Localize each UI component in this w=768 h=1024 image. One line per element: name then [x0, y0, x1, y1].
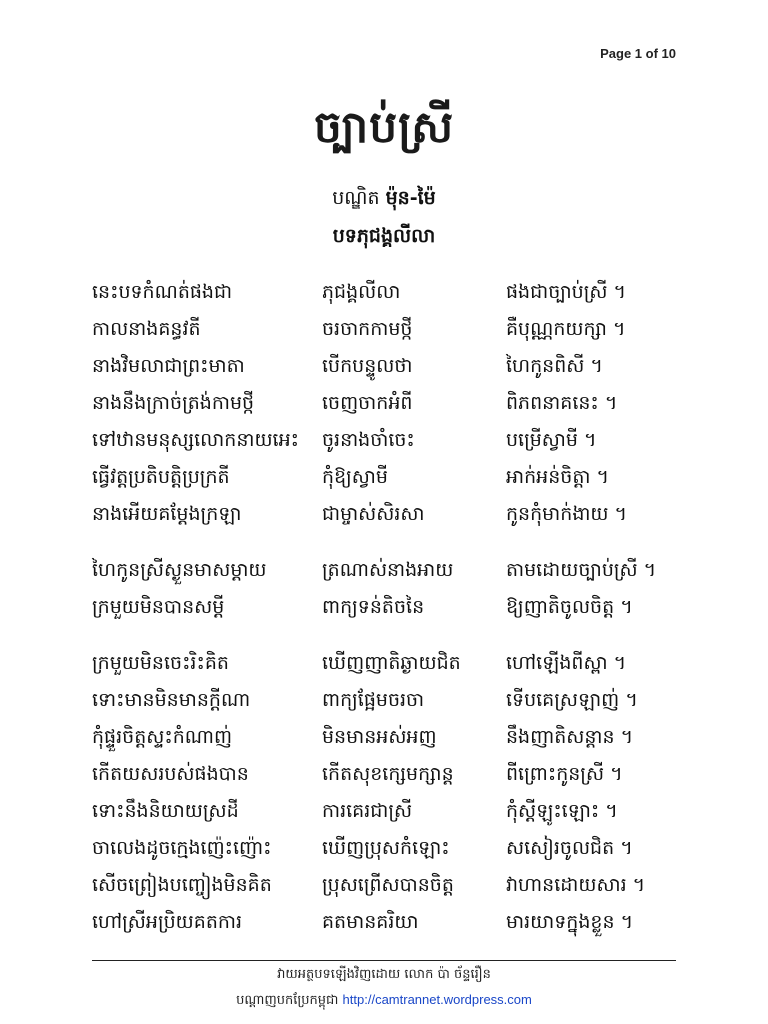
poem-stanza-1	[0, 274, 768, 533]
verse-line	[0, 311, 768, 348]
verse-part-1: ហៅស្រីអប្រិយគតការ	[92, 911, 243, 933]
verse-part-1: នាងនឹងក្រាច់ត្រង់កាមថ្កី	[92, 392, 255, 414]
verse-part-3: នឹងញាតិសន្តាន ។	[506, 726, 634, 748]
author-prefix: បណ្ឌិត	[332, 187, 380, 209]
verse-part-1: សើចព្រៀងបញ្ចៀងមិនគិត	[92, 874, 272, 896]
author-name: ម៉ុន-ម៉ៃ	[385, 187, 436, 209]
verse-part-2: ពាក្យផ្អែមចរចា	[322, 689, 425, 711]
verse-part-3: កូនកុំមាក់ងាយ ។	[506, 503, 628, 525]
verse-part-3: សសៀរចូលជិត ។	[506, 837, 633, 859]
verse-part-3: កុំស្តីឡូះឡោះ ។	[506, 800, 618, 822]
verse-part-2: ប្រុសព្រើសបានចិត្ត	[322, 874, 454, 896]
verse-part-1: ក្រមួយមិនបានសម្តី	[92, 596, 225, 618]
poem-stanza-2	[0, 552, 768, 626]
verse-part-1: ទោះមានមិនមានក្តីណា	[92, 689, 251, 711]
verse-line	[0, 274, 768, 311]
verse-line	[0, 385, 768, 422]
verse-part-3: មារយាទក្នុងខ្លួន ។	[506, 911, 634, 933]
verse-part-1: ធ្វើវត្តប្រតិបត្តិប្រក្រតី	[92, 466, 230, 488]
verse-part-2: ការគេរជាស្រី	[322, 800, 413, 822]
footer-credit: វាយអត្ថបទឡើងវិញដោយ លោក ប៉ា ច័ន្ទរឿន	[277, 967, 491, 982]
verse-part-1: កើតយសរបស់ផងបាន	[92, 763, 249, 785]
verse-line	[0, 422, 768, 459]
verse-part-3: ផងជាច្បាប់ស្រី ។	[506, 281, 627, 303]
verse-part-1: នេះបទកំណត់ផងជា	[92, 281, 233, 303]
verse-part-2: ពាក្យទន់តិចនៃ	[322, 596, 425, 618]
verse-part-1: ហៃកូនស្រីស្ងួនមាសម្តាយ	[92, 559, 267, 581]
verse-part-2: ឃើញញាតិឆ្ងាយជិត	[322, 652, 461, 674]
verse-line	[0, 904, 768, 941]
verse-part-2: ចេញចាកអំពី	[322, 392, 413, 414]
footer-source-link[interactable]: http://camtrannet.wordpress.com	[342, 992, 532, 1007]
verse-part-3: ពិភពនាគនេះ ។	[506, 392, 618, 414]
verse-part-2: មិនមានអស់អញ	[322, 726, 437, 748]
verse-part-2: ចរចាកកាមថ្កី	[322, 318, 413, 340]
verse-line	[0, 756, 768, 793]
verse-part-2: ភុជង្គលីលា	[322, 281, 401, 303]
verse-line	[0, 830, 768, 867]
verse-line	[0, 682, 768, 719]
verse-line	[0, 496, 768, 533]
verse-part-3: តាមដោយច្បាប់ស្រី ។	[506, 559, 657, 581]
meter-name: បទភុជង្គលីលា	[332, 225, 436, 247]
verse-part-3: ពីព្រោះកូនស្រី ។	[506, 763, 623, 785]
footer-source-label: បណ្តាញបកប្រែកម្ពុជា	[236, 993, 339, 1008]
verse-part-3: ទើបគេស្រឡាញ់ ។	[506, 689, 638, 711]
verse-line	[0, 459, 768, 496]
document-title: ច្បាប់ស្រី	[313, 102, 455, 153]
verse-line	[0, 589, 768, 626]
verse-part-3: ហៅឡើងពីស្ពា ។	[506, 652, 627, 674]
verse-part-1: ទោះនឹងនិយាយស្រដី	[92, 800, 239, 822]
verse-part-2: ចូរនាងចាំចេះ	[322, 429, 415, 451]
verse-part-2: បើកបន្ទូលថា	[322, 355, 413, 377]
verse-part-1: នាងវិមលាជាព្រះមាតា	[92, 355, 245, 377]
poem-stanza-3	[0, 645, 768, 941]
verse-line	[0, 552, 768, 589]
author-line	[0, 186, 768, 214]
verse-line	[0, 348, 768, 385]
verse-part-1: កុំផ្ទួរចិត្តស្ទះកំណាញ់	[92, 726, 233, 748]
verse-part-2: គតមានគរិយា	[322, 911, 419, 933]
verse-part-1: កាលនាងគន្ធវតី	[92, 318, 201, 340]
verse-part-1: ទៅឋានមនុស្សលោកនាយអេះ	[92, 429, 299, 451]
verse-part-3: វាហានដោយសារ ។	[506, 874, 646, 896]
verse-part-1: នាងអើយគម្តែងក្រឡា	[92, 503, 242, 525]
verse-part-1: ក្រមួយមិនចេះរិះគិត	[92, 652, 229, 674]
verse-line	[0, 867, 768, 904]
verse-part-2: ឃើញប្រុសកំឡោះ	[322, 837, 450, 859]
verse-part-2: កើតសុខក្សេមក្សាន្ត	[322, 763, 454, 785]
verse-part-3: ឱ្យញាតិចូលចិត្ត ។	[506, 596, 633, 618]
footer-source	[0, 992, 768, 1011]
verse-line	[0, 793, 768, 830]
verse-line	[0, 645, 768, 682]
footer-divider	[92, 960, 676, 961]
verse-part-2: ជាម្ចាស់សិរសា	[322, 503, 425, 525]
verse-part-3: គឺបុណ្ណកយក្សា ។	[506, 318, 626, 340]
page-number: Page 1 of 10	[600, 46, 676, 61]
verse-part-3: បម្រើស្វាមី ។	[506, 429, 597, 451]
verse-part-3: អាក់អន់ចិត្តា ។	[506, 466, 609, 488]
verse-line	[0, 719, 768, 756]
verse-part-2: ត្រណាស់នាងអាយ	[322, 559, 454, 581]
verse-part-2: កុំឱ្យស្វាមី	[322, 466, 388, 488]
verse-part-3: ហៃកូនពិសី ។	[506, 355, 603, 377]
verse-part-1: ចាលេងដូចក្មេងញ៉េះញ៉ោះ	[92, 837, 272, 859]
